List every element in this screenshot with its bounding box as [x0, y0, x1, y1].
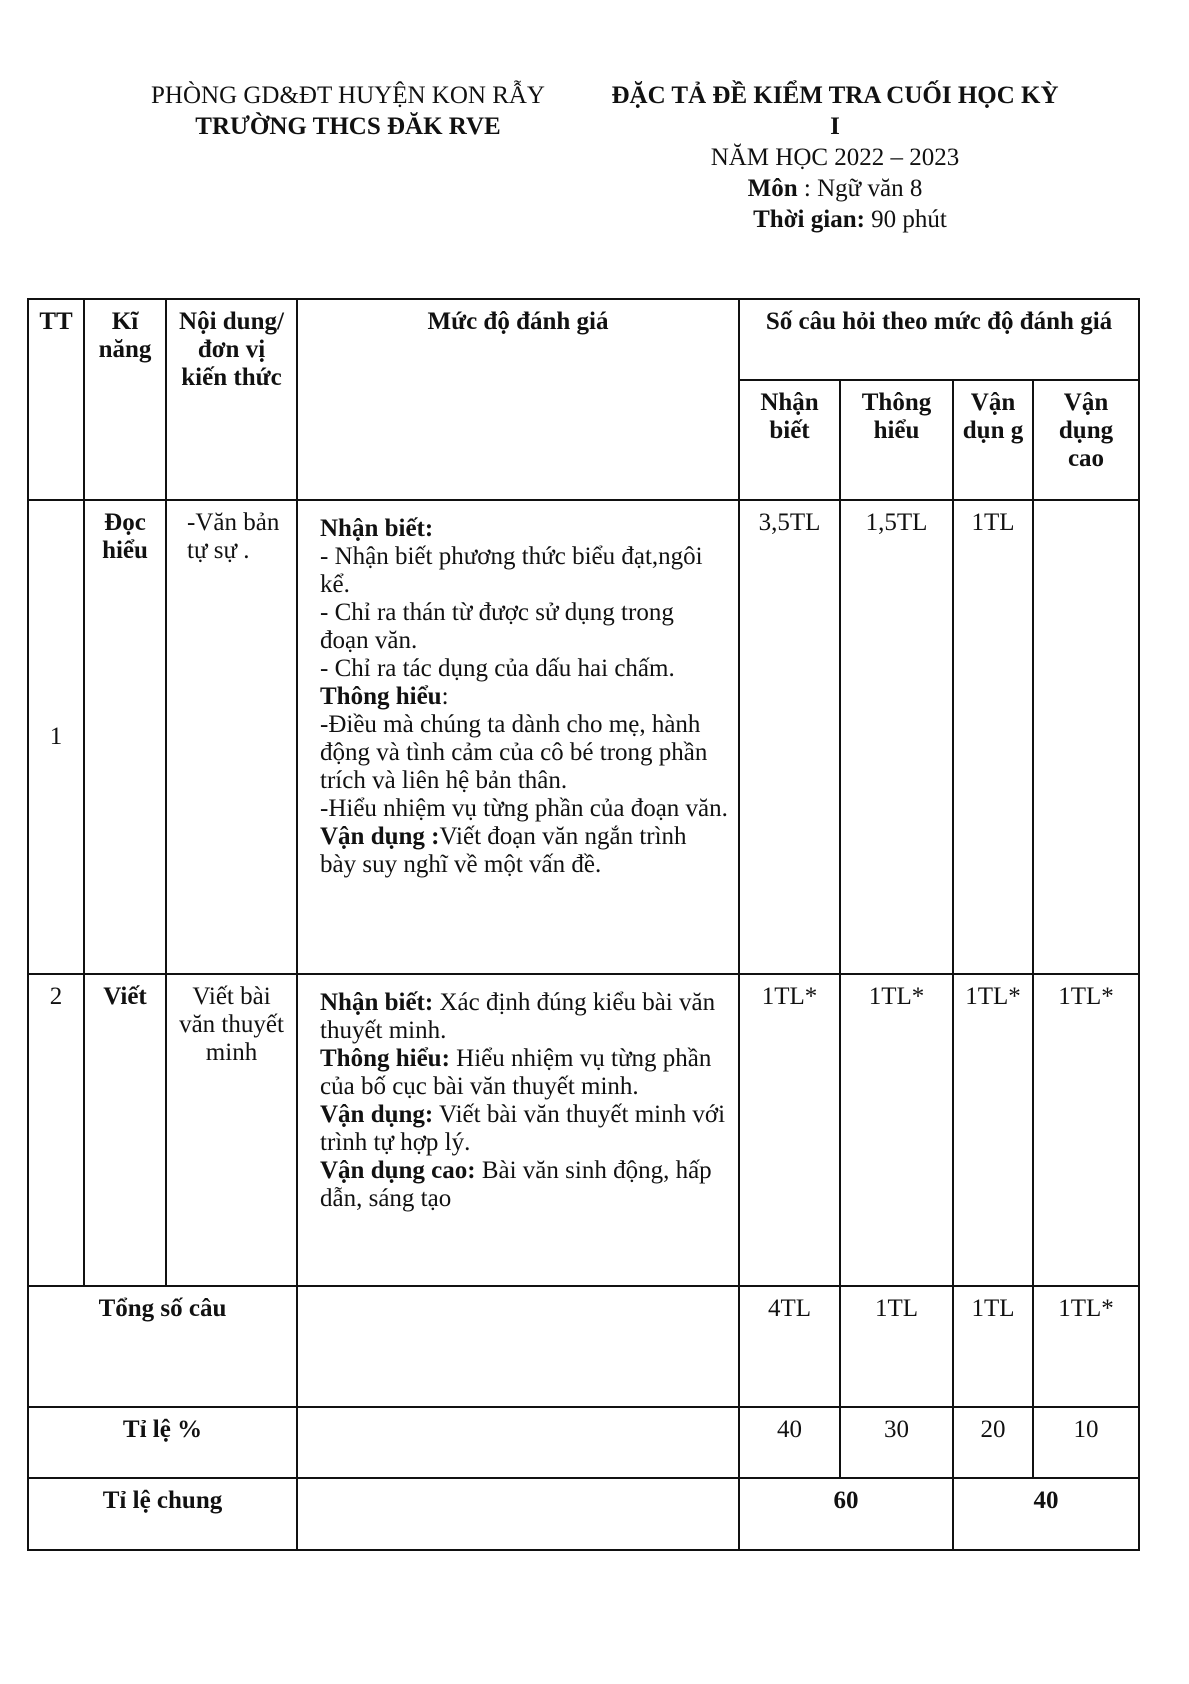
general-ratio-left: 60: [739, 1478, 953, 1550]
total-count-apply: 1TL: [953, 1286, 1033, 1407]
row1-nb-3: - Chỉ ra tác dụng của dấu hai chấm.: [320, 655, 675, 682]
header-content: Nội dung/ đơn vị kiến thức: [166, 299, 297, 500]
subject-value: : Ngữ văn 8: [797, 175, 923, 202]
time-label: Thời gian:: [753, 206, 865, 233]
general-ratio-empty: [297, 1478, 739, 1550]
total-count-understand: 1TL: [840, 1286, 953, 1407]
ratio-row: [28, 1407, 1139, 1478]
row1-th-label: Thông hiểu: [320, 683, 442, 710]
total-empty: [297, 1286, 739, 1407]
general-ratio-label: Tỉ lệ chung: [28, 1478, 297, 1550]
row2-count-understand: 1TL*: [840, 974, 953, 1286]
row1-vd-label: Vận dụng :: [320, 823, 440, 850]
exam-title-continued: I: [830, 113, 840, 140]
row1-content: -Văn bản tự sự .: [166, 500, 297, 974]
row2-nb-label: Nhận biết:: [320, 989, 434, 1016]
row2-count-apply-high: 1TL*: [1033, 974, 1139, 1286]
header-level: Mức độ đánh giá: [297, 299, 739, 500]
total-row: [28, 1286, 1139, 1407]
row2-content: Viết bài văn thuyết minh: [166, 974, 297, 1286]
school-header: [128, 80, 568, 142]
total-count-apply-high: 1TL*: [1033, 1286, 1139, 1407]
row1-count-apply-high: [1033, 500, 1139, 974]
specification-table: [27, 298, 1140, 1551]
row2-count-recognize: 1TL*: [739, 974, 840, 1286]
row2-nb-line: [320, 989, 728, 1045]
row1-th-1: -Điều mà chúng ta dành cho mẹ, hành động và tình cảm của cô bé trong phần trích và liên hệ bản thân.: [320, 711, 708, 794]
ratio-apply-high: 10: [1033, 1407, 1139, 1478]
time-value: 90 phút: [864, 206, 947, 233]
school-year: NĂM HỌC 2022 – 2023: [710, 144, 960, 171]
table-row: [28, 974, 1139, 1286]
row2-th-line: [320, 1045, 728, 1101]
row1-th-2: -Hiểu nhiệm vụ từng phần của đoạn văn.: [320, 795, 728, 822]
header-tt: TT: [28, 299, 84, 500]
ratio-empty: [297, 1407, 739, 1478]
row1-level: [297, 500, 739, 974]
total-label: Tổng số câu: [28, 1286, 297, 1407]
row1-count-apply: 1TL: [953, 500, 1033, 974]
department-name: PHÒNG GD&ĐT HUYỆN KON RẪY: [151, 82, 545, 109]
row1-nb-2: - Chỉ ra thán từ được sử dụng trong đoạn văn.: [320, 599, 674, 654]
exam-header: [585, 80, 1085, 235]
exam-title: ĐẶC TẢ ĐỀ KIỂM TRA CUỐI HỌC KỲ: [611, 82, 1059, 109]
subject-label: Môn: [747, 175, 798, 202]
row1-th-colon: :: [441, 683, 449, 710]
row2-vd-label: Vận dụng:: [320, 1101, 434, 1128]
header-skill: Kĩ năng: [84, 299, 166, 500]
row2-vd-1: Viết bài văn thuyết minh với trình tự hợp lý.: [320, 1101, 726, 1156]
row1-nb-1: - Nhận biết phương thức biểu đạt,ngôi kể.: [320, 543, 703, 598]
row2-level: [297, 974, 739, 1286]
row2-th-1: Hiểu nhiệm vụ từng phần của bố cục bài văn thuyết minh.: [320, 1045, 712, 1100]
ratio-recognize: 40: [739, 1407, 840, 1478]
row1-nb-label: Nhận biết:: [320, 515, 434, 542]
row1-count-recognize: 3,5TL: [739, 500, 840, 974]
row1-skill: Đọc hiểu: [84, 500, 166, 974]
row1-vd-line: [320, 823, 728, 879]
header-apply: Vận dụn g: [953, 380, 1033, 500]
header-count-group: Số câu hỏi theo mức độ đánh giá: [739, 299, 1139, 380]
ratio-label: Tỉ lệ %: [28, 1407, 297, 1478]
row1-nb-3-line: [320, 655, 728, 711]
table-row: [28, 500, 1139, 974]
time-line: [585, 204, 1085, 235]
total-count-recognize: 4TL: [739, 1286, 840, 1407]
subject-line: [585, 173, 1085, 204]
general-ratio-row: [28, 1478, 1139, 1550]
header-understand: Thông hiểu: [840, 380, 953, 500]
row1-count-understand: 1,5TL: [840, 500, 953, 974]
general-ratio-right: 40: [953, 1478, 1139, 1550]
row2-vdc-1: Bài văn sinh động, hấp dẫn, sáng tạo: [320, 1157, 712, 1212]
row2-vdc-line: [320, 1157, 728, 1213]
header-row-1: [28, 299, 1139, 380]
row1-tt: 1: [28, 500, 84, 974]
row2-tt: 2: [28, 974, 84, 1286]
row1-vd-1: Viết đoạn văn ngắn trình bày suy nghĩ về một vấn đề.: [320, 823, 687, 878]
row2-skill: Viết: [84, 974, 166, 1286]
header-apply-high: Vận dụng cao: [1033, 380, 1139, 500]
row2-vdc-label: Vận dụng cao:: [320, 1157, 476, 1184]
ratio-apply: 20: [953, 1407, 1033, 1478]
header-recognize: Nhận biết: [739, 380, 840, 500]
school-name: TRƯỜNG THCS ĐĂK RVE: [195, 113, 501, 140]
row2-nb-1: Xác định đúng kiểu bài văn thuyết minh.: [320, 989, 716, 1044]
row2-th-label: Thông hiểu:: [320, 1045, 450, 1072]
ratio-understand: 30: [840, 1407, 953, 1478]
row2-count-apply: 1TL*: [953, 974, 1033, 1286]
row2-vd-line: [320, 1101, 728, 1157]
